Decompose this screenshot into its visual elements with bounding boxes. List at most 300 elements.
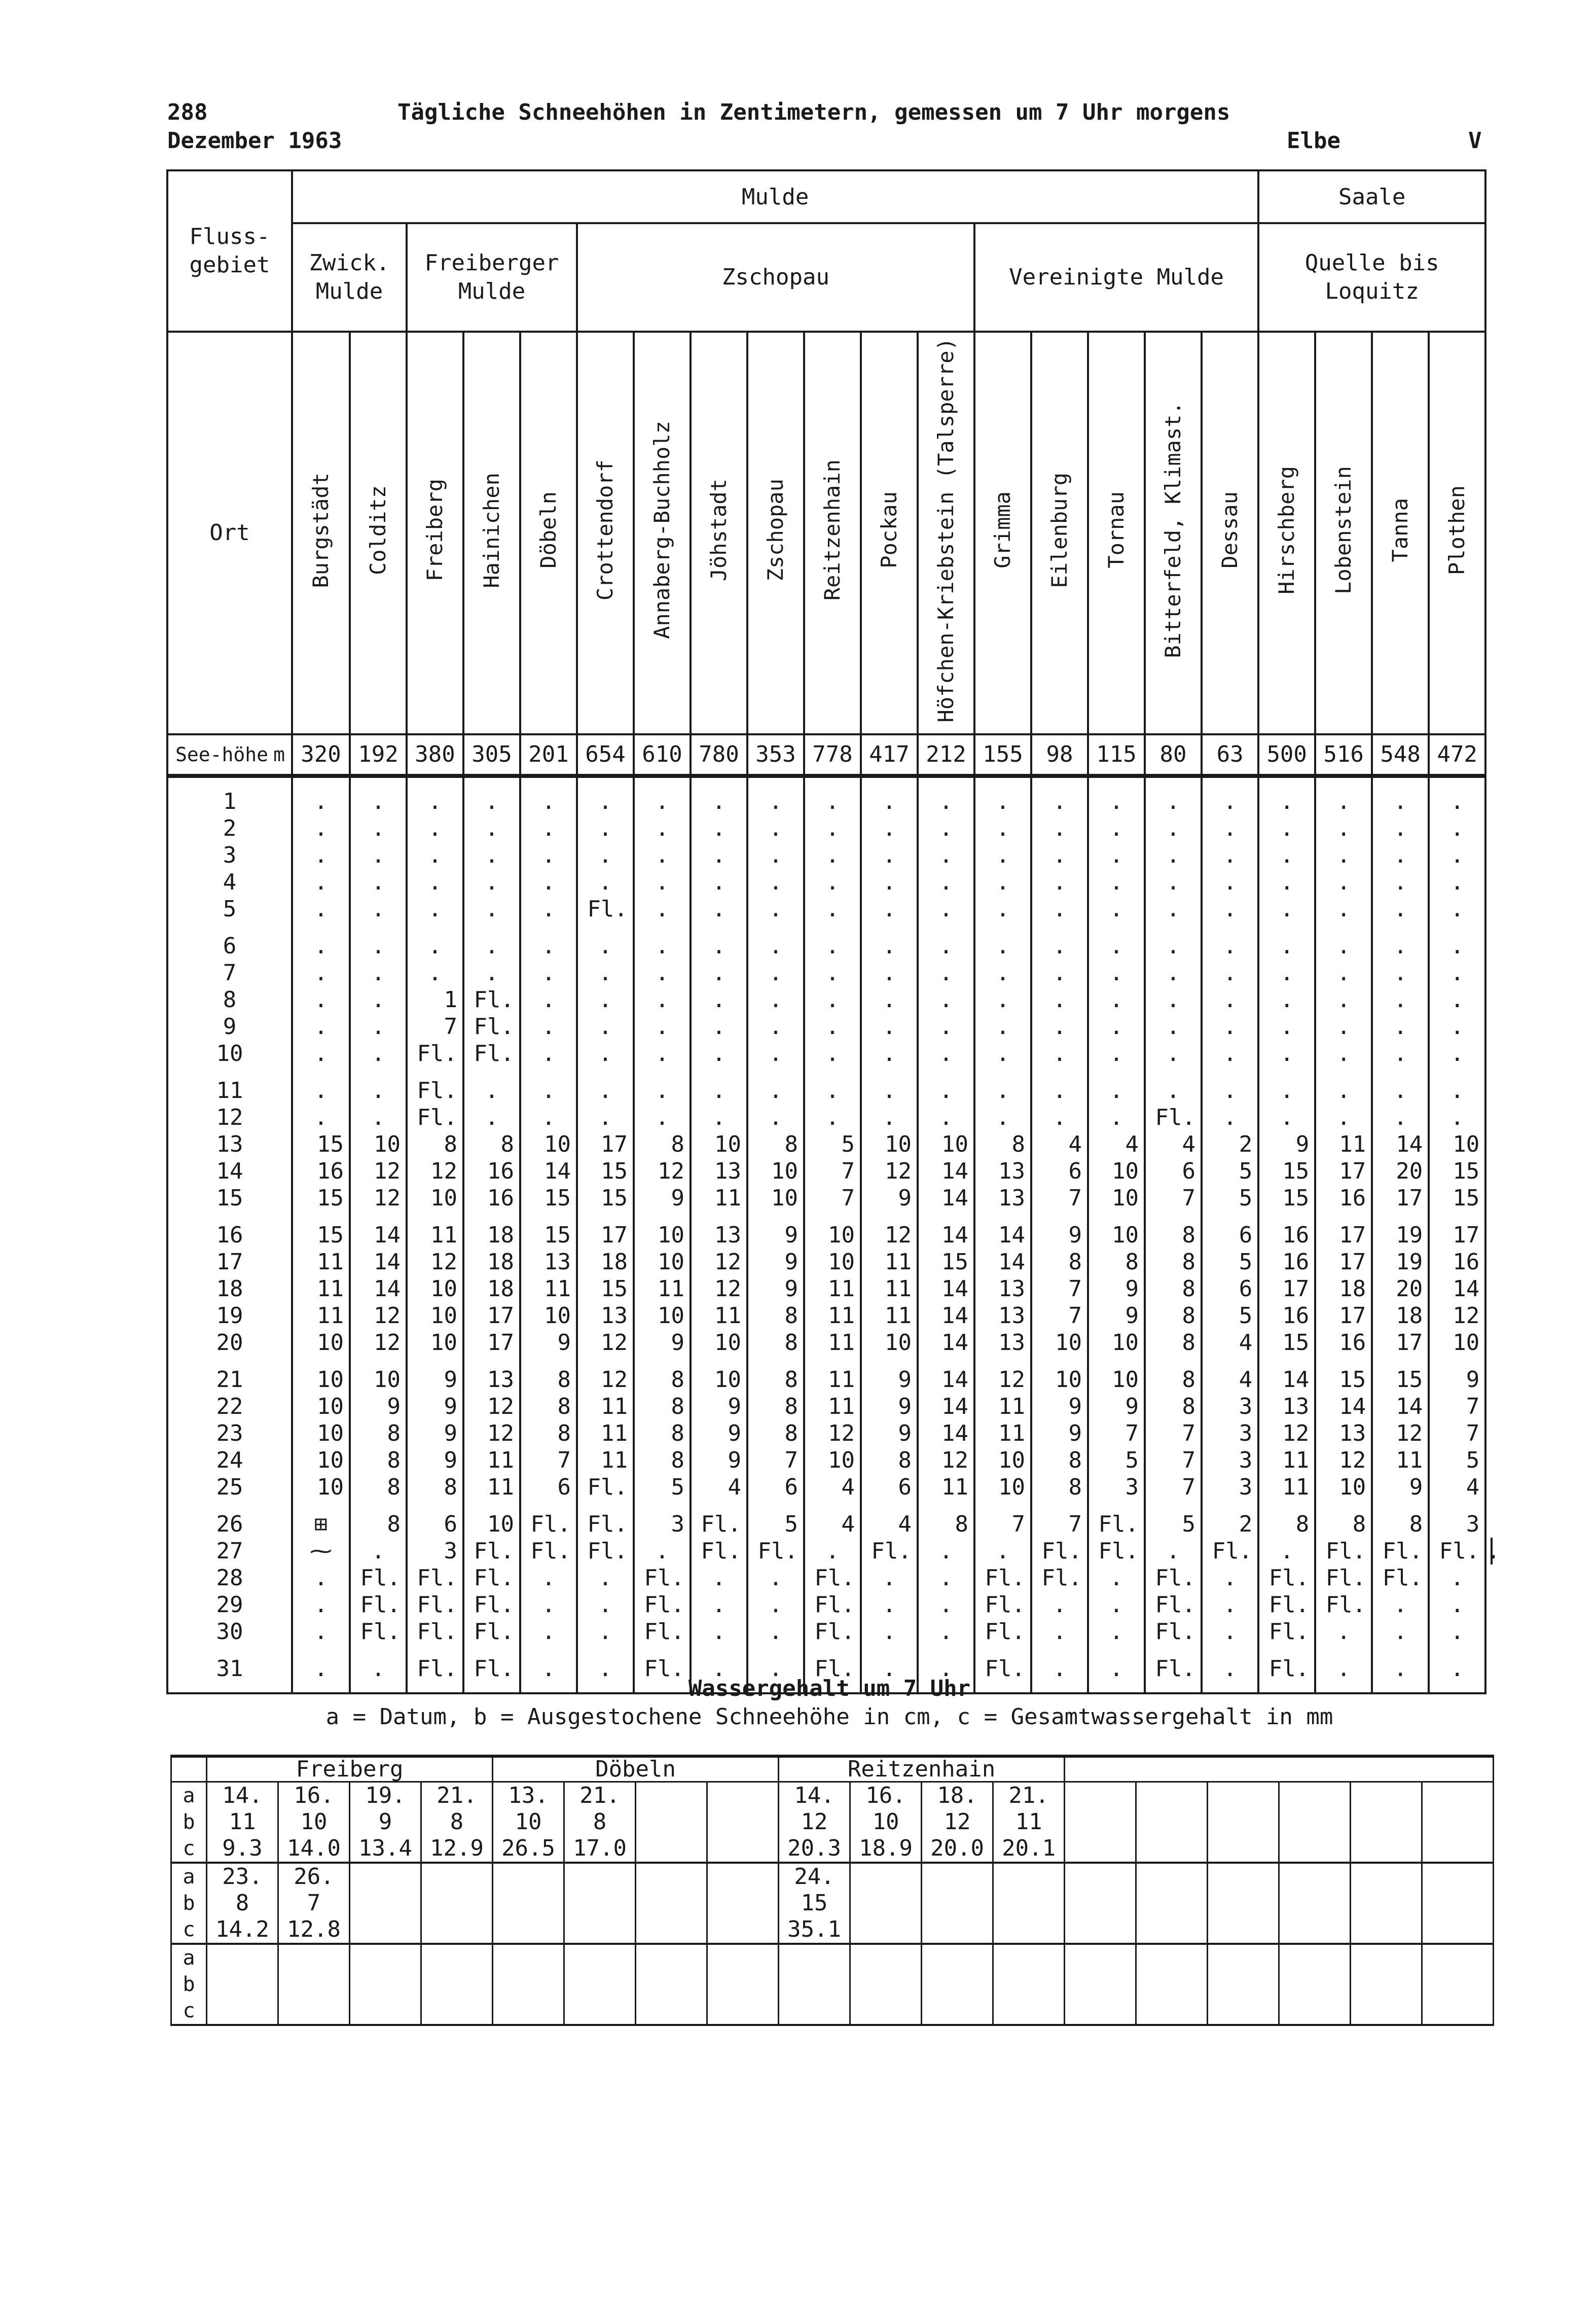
row-label: c [171,1916,207,1944]
water-value-cell [1136,1890,1208,1916]
snow-depth-cell: 14 [918,1275,974,1302]
spacer-cell [804,1501,861,1511]
snow-depth-cell: 17 [577,1222,634,1249]
station-elevation: 212 [918,734,974,776]
snow-depth-cell: . [292,1013,350,1040]
spacer-cell [634,776,691,788]
snow-depth-cell: 8 [747,1131,804,1158]
snow-depth-cell: . [1202,1077,1258,1104]
water-value-cell [421,1971,493,1998]
snow-depth-cell: 10 [292,1420,350,1447]
snow-depth-cell: 8 [1145,1366,1202,1393]
snow-depth-cell: . [1429,1591,1485,1618]
spacer-cell [691,922,747,933]
spacer-cell [577,1212,634,1222]
day-row [167,1249,1492,1275]
snow-depth-cell: . [1031,896,1088,922]
snow-depth-cell: 15 [1258,1185,1315,1212]
snow-depth-cell: 3 [1088,1474,1145,1501]
snow-depth-cell: 12 [350,1158,407,1185]
snow-depth-cell: . [804,788,861,815]
station-elevation: 472 [1429,734,1485,776]
snow-depth-cell: . [1258,959,1315,986]
snow-depth-cell: 14 [918,1329,974,1356]
snow-depth-cell: . [292,842,350,869]
snow-depth-cell: 10 [634,1302,691,1329]
snow-depth-cell: . [577,1013,634,1040]
snow-depth-cell: 8 [747,1329,804,1356]
spacer-cell [747,776,804,788]
water-value-cell [1065,1835,1136,1863]
snow-depth-cell: 13 [520,1249,577,1275]
water-value-cell: 8 [207,1890,278,1916]
snow-depth-cell: . [292,1104,350,1131]
row-spacer [167,1645,1492,1655]
snow-depth-cell: 14 [1372,1393,1429,1420]
snow-depth-cell: Fl. [1145,1104,1202,1131]
snow-depth-cell: . [1202,815,1258,842]
station-name: Eilenburg [1047,472,1072,588]
water-value-cell [922,1944,993,1971]
water-row-b [171,1890,1494,1916]
water-value-cell: 21. [564,1782,636,1809]
snow-depth-cell: . [577,815,634,842]
snow-depth-cell: . [1202,959,1258,986]
snow-depth-cell: . [577,869,634,896]
snow-depth-cell: . [918,986,974,1013]
snow-depth-cell: Fl. [1258,1655,1315,1682]
spacer-cell [804,1645,861,1655]
snow-depth-cell: . [292,959,350,986]
water-value-cell [1422,1835,1494,1863]
station-elevation: 780 [691,734,747,776]
snow-depth-cell: . [918,1538,974,1564]
water-value-cell [636,1809,707,1835]
snow-depth-cell: . [747,815,804,842]
snow-depth-cell: . [520,1013,577,1040]
snow-depth-cell: . [1145,933,1202,959]
snow-depth-cell: Fl. [974,1564,1031,1591]
snow-depth-cell: 7 [1031,1302,1088,1329]
spacer-cell [1145,1356,1202,1366]
snow-depth-cell: . [634,842,691,869]
water-value-cell: 18. [922,1782,993,1809]
snow-depth-cell: . [804,1104,861,1131]
snow-depth-cell: 5 [1088,1447,1145,1474]
snow-depth-cell: . [918,1564,974,1591]
snow-depth-cell: . [974,1104,1031,1131]
day-number: 7 [167,959,292,986]
snow-depth-cell: 7 [1145,1474,1202,1501]
snow-depth-cell: 18 [463,1222,520,1249]
snow-depth-cell: 10 [861,1329,918,1356]
snow-depth-cell: 16 [1258,1222,1315,1249]
spacer-cell [1202,1645,1258,1655]
spacer-cell [520,1645,577,1655]
snow-depth-cell: 7 [804,1158,861,1185]
snow-depth-cell: . [292,986,350,1013]
snow-depth-cell: 15 [577,1185,634,1212]
water-value-cell [1136,1998,1208,2025]
snow-depth-cell: . [1145,1040,1202,1067]
water-value-cell [1279,1809,1351,1835]
snow-depth-cell: . [804,1040,861,1067]
snow-depth-cell: . [1372,815,1429,842]
snow-depth-cell: . [407,959,463,986]
water-value-cell: 10 [278,1809,350,1835]
spacer-cell [634,1645,691,1655]
snow-depth-cell: 13 [577,1302,634,1329]
snow-depth-cell: 9 [1088,1275,1145,1302]
water-value-cell [1208,1998,1279,2025]
station-header [1031,332,1088,734]
snow-depth-cell: . [463,842,520,869]
snow-depth-cell: 11 [1258,1474,1315,1501]
snow-depth-cell: 9 [634,1185,691,1212]
snow-depth-cell: 17 [1315,1222,1372,1249]
snow-depth-cell: . [1315,1040,1372,1067]
snow-depth-cell: 9 [691,1447,747,1474]
snow-depth-cell: 7 [804,1185,861,1212]
snow-depth-cell: 16 [1258,1302,1315,1329]
snow-depth-cell: . [1372,788,1429,815]
snow-depth-cell: Fl. [691,1511,747,1538]
snow-depth-cell: . [634,933,691,959]
snow-depth-cell: . [1429,842,1485,869]
snow-depth-cell: . [691,1040,747,1067]
water-value-cell [636,1835,707,1863]
snow-depth-cell: 15 [1429,1185,1485,1212]
snow-depth-cell: Fl. [350,1591,407,1618]
snow-depth-cell: 13 [974,1185,1031,1212]
snow-depth-cell: . [1429,1013,1485,1040]
water-value-cell: 21. [993,1782,1065,1809]
snow-depth-cell: 8 [1258,1511,1315,1538]
snow-depth-cell: 17 [1258,1275,1315,1302]
snow-depth-cell: . [861,788,918,815]
snow-depth-cell: Fl. [1315,1564,1372,1591]
snow-depth-cell: 15 [1258,1158,1315,1185]
snow-depth-cell: 11 [691,1185,747,1212]
day-number: 30 [167,1618,292,1645]
snow-depth-cell: . [747,1013,804,1040]
snow-depth-cell: . [861,959,918,986]
snow-depth-cell: 18 [577,1249,634,1275]
snow-depth-cell: . [1258,1104,1315,1131]
spacer-cell [292,1356,350,1366]
snow-depth-cell: . [1429,1040,1485,1067]
spacer-cell [167,1645,292,1655]
snow-depth-cell: . [1145,986,1202,1013]
water-group-header: Freiberg [207,1756,493,1782]
snow-depth-cell: . [463,815,520,842]
snow-depth-cell: . [974,1040,1031,1067]
snow-depth-cell: 7 [1031,1511,1088,1538]
snow-depth-cell: . [1088,1564,1145,1591]
snow-depth-cell: . [1088,986,1145,1013]
snow-depth-cell: 9 [407,1366,463,1393]
snow-depth-cell: 4 [691,1474,747,1501]
station-elevation: 516 [1315,734,1372,776]
snow-depth-cell: 10 [804,1249,861,1275]
snow-depth-cell: 9 [1429,1366,1485,1393]
snow-depth-cell: . [520,933,577,959]
volume-label: V [1468,128,1482,154]
spacer-cell [350,1067,407,1077]
snow-depth-cell: 7 [1088,1420,1145,1447]
snow-depth-cell: . [1088,1591,1145,1618]
station-elevation: 80 [1145,734,1202,776]
snow-depth-cell: Fl. [634,1564,691,1591]
snow-depth-cell: 4 [804,1511,861,1538]
snow-depth-cell: . [861,1655,918,1682]
snow-depth-cell: Fl. [1372,1538,1429,1564]
station-elevation: 654 [577,734,634,776]
snow-depth-cell: . [634,1104,691,1131]
snow-depth-cell: . [691,933,747,959]
snow-depth-cell: . [1429,933,1485,959]
snow-depth-cell: . [1429,986,1485,1013]
snow-depth-cell: . [1315,896,1372,922]
spacer-cell [1202,1212,1258,1222]
water-value-cell: 12.8 [278,1916,350,1944]
spacer-cell [292,922,350,933]
snow-depth-cell: . [1202,1564,1258,1591]
snow-depth-cell: 12 [407,1249,463,1275]
spacer-cell [407,1645,463,1655]
snow-depth-cell: Fl. [407,1655,463,1682]
snow-depth-cell: . [1429,815,1485,842]
station-elevation: 63 [1202,734,1258,776]
snow-depth-cell: . [691,1655,747,1682]
snow-depth-cell: 12 [861,1222,918,1249]
water-value-cell [421,1863,493,1890]
snow-depth-cell: 9 [1031,1393,1088,1420]
snow-depth-cell: 10 [804,1222,861,1249]
spacer-cell [463,1067,520,1077]
station-header [292,332,350,734]
water-row-b [171,1971,1494,1998]
snow-depth-cell: 8 [634,1447,691,1474]
snow-depth-cell: 14 [1372,1131,1429,1158]
day-row [167,1104,1492,1131]
snow-depth-cell: 12 [691,1275,747,1302]
snow-depth-cell: 3 [1202,1447,1258,1474]
day-number: 12 [167,1104,292,1131]
snow-depth-cell: 5 [804,1131,861,1158]
row-label: b [171,1971,207,1998]
snow-depth-cell: 13 [1315,1420,1372,1447]
snow-depth-cell: 8 [747,1420,804,1447]
snow-depth-cell: 4 [1145,1131,1202,1158]
snow-depth-cell: . [1258,933,1315,959]
snow-depth-cell: Fl. [804,1618,861,1645]
snow-depth-cell: . [1202,1013,1258,1040]
snow-depth-cell: . [1315,933,1372,959]
snow-depth-cell: 10 [804,1447,861,1474]
water-value-cell [1208,1916,1279,1944]
snow-depth-cell: . [1315,959,1372,986]
snow-depth-cell: . [1315,788,1372,815]
snow-depth-cell: 10 [292,1393,350,1420]
snow-depth-cell: 11 [292,1249,350,1275]
snow-depth-cell: . [1145,788,1202,815]
spacer-cell [463,1501,520,1511]
snow-depth-cell: . [350,896,407,922]
day-row [167,1393,1492,1420]
snow-depth-cell: 10 [691,1329,747,1356]
snow-depth-cell: . [407,842,463,869]
snow-depth-cell: . [1145,1077,1202,1104]
snow-depth-cell: 11 [691,1302,747,1329]
spacer-cell [691,1356,747,1366]
spacer-cell [1429,1356,1485,1366]
snow-depth-cell: . [1258,1538,1315,1564]
snow-depth-cell: . [804,959,861,986]
snow-depth-cell: 14 [918,1185,974,1212]
snow-depth-cell: . [1372,1591,1429,1618]
water-value-cell [636,1890,707,1916]
spacer-cell [463,1645,520,1655]
snow-depth-cell: 9 [747,1222,804,1249]
spacer-cell [1315,922,1372,933]
water-row-c [171,1835,1494,1863]
snow-depth-cell: . [1429,1618,1485,1645]
snow-depth-cell: . [634,986,691,1013]
water-value-cell [993,1863,1065,1890]
spacer-cell [1088,1212,1145,1222]
snow-depth-cell: 14 [350,1249,407,1275]
station-elevation: 500 [1258,734,1315,776]
water-row-b [171,1809,1494,1835]
row-label: c [171,1835,207,1863]
spacer-cell [463,1212,520,1222]
snow-depth-cell: 11 [804,1329,861,1356]
water-value-cell [1065,1890,1136,1916]
snow-depth-cell: 8 [1031,1447,1088,1474]
snow-depth-cell: 9 [1088,1393,1145,1420]
day-row [167,1158,1492,1185]
water-value-cell [850,1916,922,1944]
snow-depth-cell: . [1031,842,1088,869]
snow-depth-cell: Fl. [634,1618,691,1645]
snow-depth-cell: . [1258,986,1315,1013]
snow-depth-cell: 17 [1315,1249,1372,1275]
page-number: 288 [167,99,208,125]
snow-depth-cell: 7 [1145,1447,1202,1474]
water-value-cell [1208,1890,1279,1916]
water-value-cell [1351,1944,1422,1971]
spacer-cell [747,1212,804,1222]
snow-depth-cell: . [634,1013,691,1040]
snow-depth-cell: . [577,842,634,869]
snow-depth-cell: . [974,933,1031,959]
snow-depth-cell: . [1088,1655,1145,1682]
water-value-cell [1208,1944,1279,1971]
snow-depth-cell: 8 [974,1131,1031,1158]
spacer-cell [1145,1212,1202,1222]
spacer-cell [804,776,861,788]
spacer-cell [1031,1645,1088,1655]
snow-depth-cell: . [974,815,1031,842]
water-value-cell: 7 [278,1890,350,1916]
snow-depth-cell: 6 [1202,1275,1258,1302]
snow-depth-cell: . [1145,815,1202,842]
snow-depth-cell: . [747,959,804,986]
snow-depth-cell: . [747,788,804,815]
snow-depth-cell: 9 [520,1329,577,1356]
snow-depth-cell: . [1429,788,1485,815]
spacer-cell [1202,1501,1258,1511]
spacer-cell [520,1501,577,1511]
snow-depth-cell: . [1315,815,1372,842]
snow-depth-cell: Fl. [974,1591,1031,1618]
snow-depth-cell: 19 [1372,1249,1429,1275]
snow-depth-cell: . [292,1564,350,1591]
snow-depth-cell: . [1486,1538,1500,1564]
spacer-cell [350,1212,407,1222]
snow-depth-cell: . [691,986,747,1013]
water-value-cell: 14.2 [207,1916,278,1944]
snow-depth-cell: Fl. [974,1618,1031,1645]
station-name: Zschopau [763,479,788,582]
snow-depth-cell: . [520,986,577,1013]
station-name: Burgstädt [308,472,333,588]
snow-depth-cell: . [1031,815,1088,842]
snow-depth-cell: . [918,1618,974,1645]
water-value-cell: 23. [207,1863,278,1890]
station-name: Plothen [1444,485,1470,575]
snow-depth-cell: 12 [463,1420,520,1447]
ort-label: Ort [167,332,292,734]
water-value-cell: 14.0 [278,1835,350,1863]
spacer-cell [577,922,634,933]
snow-depth-cell: . [1031,986,1088,1013]
snow-depth-cell: 3 [407,1538,463,1564]
snow-depth-cell: . [1315,1013,1372,1040]
snow-depth-cell: . [1088,1104,1145,1131]
snow-depth-cell: . [804,933,861,959]
day-row [167,1302,1492,1329]
day-number: 26 [167,1511,292,1538]
snow-depth-cell: . [747,1040,804,1067]
station-name: Freiberg [422,479,447,582]
snow-depth-cell: 10 [747,1185,804,1212]
water-value-cell [207,1998,278,2025]
snow-depth-cell: 16 [1315,1329,1372,1356]
water-value-cell [636,1944,707,1971]
snow-depth-cell: Fl. [407,1591,463,1618]
spacer-cell [861,1356,918,1366]
snow-depth-cell: 7 [1031,1185,1088,1212]
water-value-cell [1065,1809,1136,1835]
snow-depth-cell: . [691,896,747,922]
water-group-row [171,1756,1494,1782]
snow-depth-cell: 3 [1202,1474,1258,1501]
snow-depth-cell: 10 [350,1366,407,1393]
snow-depth-cell: 12 [463,1393,520,1420]
snow-depth-cell: . [804,1538,861,1564]
snow-depth-cell: 10 [634,1222,691,1249]
water-value-cell [1136,1944,1208,1971]
row-spacer [167,776,1492,788]
water-value-cell [1351,1863,1422,1890]
snow-depth-cell: 17 [1372,1329,1429,1356]
snow-depth-cell: 9 [861,1393,918,1420]
station-name: Crottendorf [593,459,618,601]
snow-depth-cell: . [520,1655,577,1682]
snow-depth-cell: 7 [1145,1185,1202,1212]
